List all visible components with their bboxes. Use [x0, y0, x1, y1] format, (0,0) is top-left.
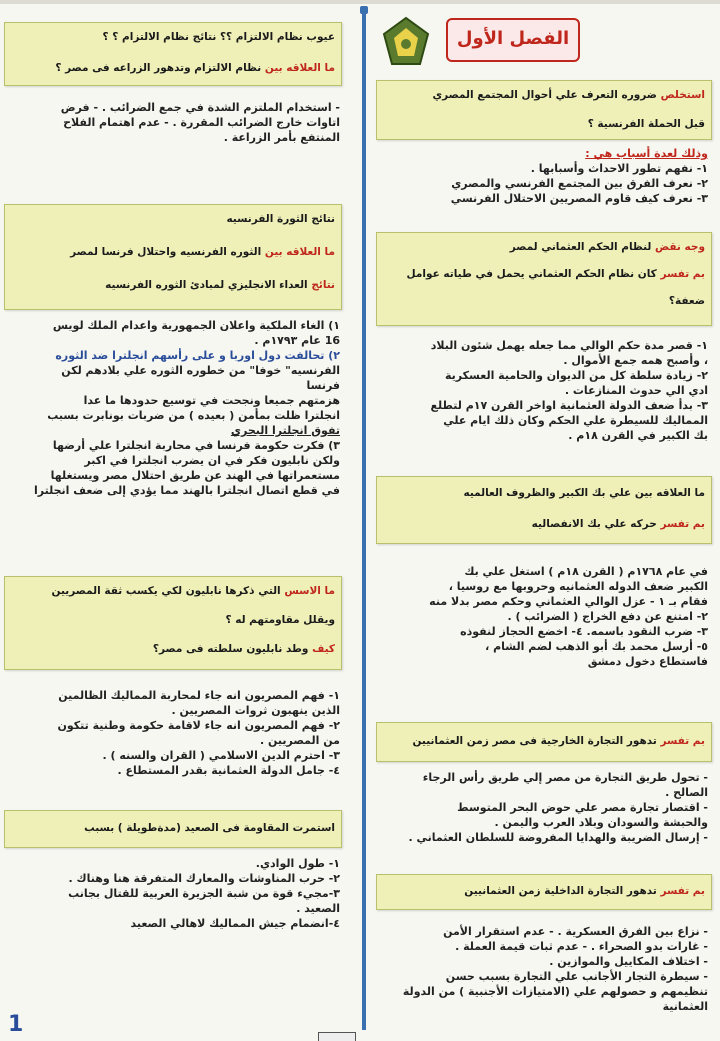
right-para-5 [378, 924, 708, 1014]
right-para-4 [378, 770, 708, 845]
text-line: - استخدام الملتزم الشدة في جمع الضرائب . - فرض [60, 101, 340, 114]
text-line: ٣) فكرت حكومة فرنسا في محاربة انجلترا علي أرضها [52, 439, 340, 452]
text-line: في قطع اتصال انجلترا بالهند مما يؤدي إلى ضعف انجلترا [33, 484, 340, 497]
text-line: - سيطرة التجار الأجانب علي التجارة بسبب حسن [445, 970, 708, 983]
text-line: فرنسا [306, 379, 340, 392]
left-box-3-line-3: كيف وطد نابليون سلطته فى مصر؟ [152, 643, 335, 655]
text-line: الصعيد . [296, 902, 340, 915]
right-para-2 [378, 338, 708, 443]
text-line: هزمتهم جميعا ونجحت في توسيع حدودها ما عدا [83, 394, 340, 407]
left-box-2-line-3: نتائج العداء الانجليزي لمبادئ الثوره الفرنسيه [105, 279, 335, 291]
text-line: المنتفع بأمر الزراعة . [223, 131, 340, 144]
text-line: ولكن نابليون فكر في ان يضرب انجلترا في اكبر [84, 454, 340, 467]
reasons-heading: وذلك لعدة أسباب هي : [585, 147, 708, 160]
text-line: - غارات بدو الصحراء . - عدم ثبات قيمة العملة . [455, 940, 708, 953]
text-line: - إرسال الضريبة والهدايا المفروضة للسلطان العثماني . [408, 831, 708, 844]
right-box-2-line-2: بم تفسر كان نظام الحكم العثماني يحمل في طياته عوامل [406, 268, 705, 280]
right-box-5 [376, 874, 712, 910]
text-line: المماليك للسيطرة علي الحكم وكان ذلك ايام علي [443, 414, 708, 427]
right-box-3-line-2: بم تفسر حركه علي بك الانفصاليه [531, 518, 705, 530]
text-line: - اختلاف المكاييل والموازين . [549, 955, 708, 968]
text-line: - نزاع بين الفرق العسكرية . - عدم استقرار الأمن [443, 925, 708, 938]
text-line: في عام ١٧٦٨م ( القرن ١٨م ) استغل علي بك [464, 565, 708, 578]
right-box-5-line-1: بم تفسر تدهور التجارة الداخلية زمن العثمانيين [464, 885, 705, 897]
text-line: بك الكبير في القرن ١٨م . [568, 429, 708, 442]
right-reasons [378, 146, 708, 206]
left-box-2 [4, 204, 342, 310]
left-box-4-line-1: استمرت المقاومة فى الصعيد (مدةطويلة ) بسبب [84, 822, 335, 834]
left-box-3-line-2: ويقلل مقاومتهم له ؟ [225, 614, 335, 626]
left-box-3 [4, 576, 342, 670]
left-para-1 [8, 100, 340, 145]
text-line: ١- قصر مدة حكم الوالي مما جعله يهمل شئون البلاد [430, 339, 708, 352]
text-line: الكبير ضعف الدوله العثمانيه وحروبها مع روسيا ، [448, 580, 708, 593]
text-line: تفوق انجلترا البحري [230, 424, 340, 437]
text-line: - تحول طريق التجارة من مصر إلي طريق رأس الرجاء [422, 771, 708, 784]
text-line: ٢- حرب المناوشات والمعارك المتفرقة هنا وهناك . [68, 872, 340, 885]
reason-item: ١- نفهم تطور الاحداث وأسبابها . [530, 162, 708, 175]
left-box-2-line-2: ما العلاقه بين الثوره الفرنسيه واحتلال فرنسا لمصر [70, 246, 335, 258]
text-line: ١- فهم المصريون انه جاء لمحاربة المماليك الظالمين [58, 689, 340, 702]
reason-item: ٢- نعرف الفرق بين المجتمع الفرنسي والمصري [451, 177, 708, 190]
left-box-3-line-1: ما الاسس التي ذكرها نابليون لكي يكسب ثقة المصريين [51, 585, 335, 597]
text-line: ٥- أرسل محمد بك أبو الذهب لضم الشام ، [485, 640, 708, 653]
left-box-1-line-1: عيوب نظام الالتزام ؟؟ نتائج نظام الالتزام ؟ ؟ [102, 31, 335, 43]
left-box-2-line-1: نتائج الثورة الفرنسيه [226, 213, 335, 225]
chapter-title: الفصل الأول [446, 18, 580, 62]
text-line: من المصريين . [259, 734, 340, 747]
text-line: ٣-مجيء قوة من شبة الجزيرة العربية للقتال بجانب [68, 887, 340, 900]
column-divider [362, 10, 366, 1030]
right-para-3 [378, 564, 708, 669]
text-line: ١) الغاء الملكية واعلان الجمهورية واعدام الملك لويس [52, 319, 340, 332]
left-box-4 [4, 810, 342, 848]
text-line: اتاوات خارج الضرائب المقررة . - عدم اهتمام الفلاح [63, 116, 340, 129]
text-line: ٢- فهم المصريون انه جاء لاقامة حكومة وطنية تتكون [57, 719, 340, 732]
text-line: الفرنسيه" خوفا" من خطوره الثوره علي بلادهم لكن [61, 364, 340, 377]
text-line: ٣- بدأ ضعف الدولة العثمانية اواخر القرن ١٧م لتطلع [430, 399, 708, 412]
text-line: فقام بـ ١ - عزل الوالي العثماني وحكم مصر بدلا منه [429, 595, 708, 608]
text-line: - اقتصار تجارة مصر علي حوض البحر المتوسط [457, 801, 708, 814]
text-line: الصالح . [665, 786, 708, 799]
text-line: فاستطاع دخول دمشق [587, 655, 708, 668]
text-line: انجلترا ظلت بمأمن ( بعيده ) من ضربات بونابرت بسبب [47, 409, 340, 422]
text-line: 16 عام ١٧٩٣م . [254, 334, 340, 347]
text-line: والحبشة والسودان وبلاد العرب واليمن . [494, 816, 708, 829]
right-box-4 [376, 722, 712, 762]
right-box-1-line-1: استخلص ضروره التعرف علي أحوال المجتمع المصري [432, 89, 705, 101]
left-box-1 [4, 22, 342, 86]
text-line: ٢- زيادة سلطة كل من الديوان والحامية العسكرية [445, 369, 708, 382]
page-number: 1 [8, 1012, 24, 1037]
right-box-2-line-3: ضعفة؟ [668, 295, 705, 307]
right-column [370, 0, 720, 1041]
left-para-3 [8, 688, 340, 778]
text-line: ٤- جامل الدولة العثمانية بقدر المستطاع . [117, 764, 340, 777]
right-box-2 [376, 232, 712, 326]
text-line: ٢- امتنع عن دفع الخراج ( الضرائب ) . [507, 610, 708, 623]
text-line: ادي الي حدوث المنازعات . [564, 384, 708, 397]
left-column [0, 0, 345, 1041]
text-line: ٤-انضمام جيش المماليك لاهالي الصعيد [130, 917, 340, 930]
right-box-3 [376, 476, 712, 544]
text-line: تنظيمهم و حصولهم علي (الامتيازات الأجنبية ) من الدولة [402, 985, 708, 998]
right-box-1-line-2: قبل الحملة الفرنسية ؟ [587, 118, 705, 130]
footer-mark [318, 1032, 356, 1041]
text-line: ، وأصبح همه جمع الأموال . [563, 354, 708, 367]
right-box-4-line-1: بم تفسر تدهور التجارة الخارجية فى مصر زمن العثمانيين [412, 735, 705, 747]
reason-item: ٣- نعرف كيف قاوم المصريين الاحتلال الفرنسي [450, 192, 708, 205]
left-para-2 [8, 318, 340, 498]
text-line: ٣- احترم الدين الاسلامي ( القران والسنه ) . [102, 749, 340, 762]
text-line: الذين ينهبون ثروات المصريين . [171, 704, 340, 717]
text-line: العثمانية [662, 1000, 708, 1013]
right-box-1 [376, 80, 712, 140]
text-line: ١- طول الوادي. [255, 857, 340, 870]
text-line: ٢) تحالفت دول اوربا و على رأسهم انجلترا ضد الثوره [55, 349, 340, 362]
text-line: مستعمراتها في الهند عن طريق احتلال مصر ويستغلها [50, 469, 340, 482]
left-para-4 [8, 856, 340, 931]
text-line: ٣- ضرب النقود باسمه. ٤- اخضع الحجاز لنفوذه [460, 625, 708, 638]
right-box-2-line-1: وجه نقض لنظام الحكم العثماني لمصر [509, 241, 705, 253]
right-box-3-line-1: ما العلاقه بين علي بك الكبير والظروف العالميه [463, 487, 705, 499]
left-box-1-line-2: ما العلاقه بين نظام الالتزام وتدهور الزراعه فى مصر ؟ [55, 62, 335, 74]
